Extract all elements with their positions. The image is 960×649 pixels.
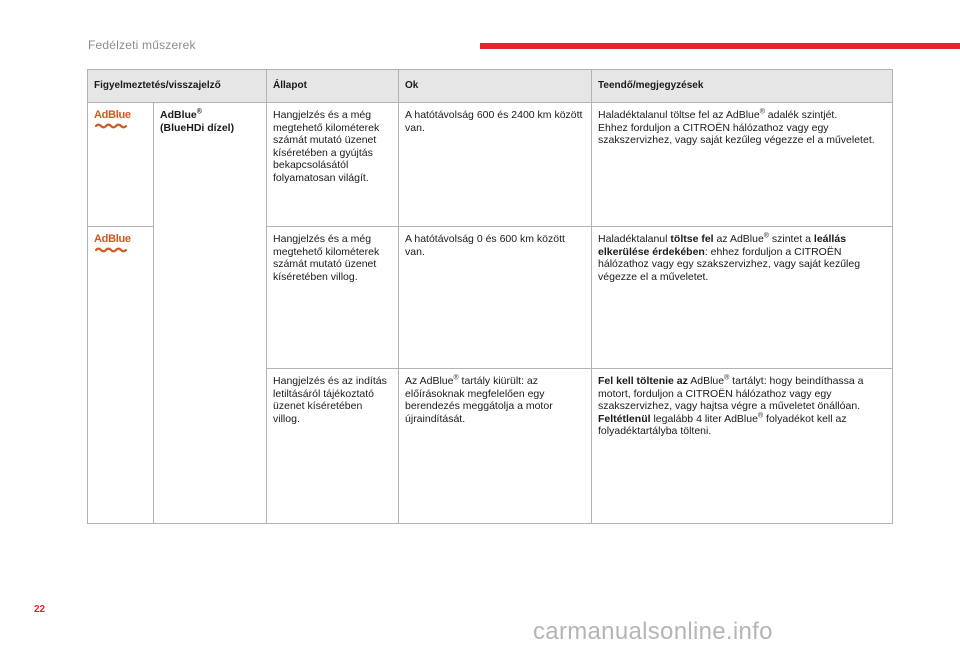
- indicator-name: AdBlue: [160, 109, 197, 121]
- registered-mark: ®: [724, 374, 730, 382]
- action-text: folyadékot kell az folyadéktartályba tölteni.: [598, 412, 847, 437]
- table-header-row: [88, 70, 893, 103]
- cause-cell: A hatótávolság 0 és 600 km között van.: [399, 227, 592, 369]
- registered-mark: ®: [759, 108, 765, 116]
- indicator-icon-cell: [88, 227, 154, 524]
- registered-mark: ®: [763, 232, 769, 240]
- action-cell: [592, 369, 893, 524]
- action-text: AdBlue: [687, 375, 725, 387]
- action-emphasis: töltse fel: [670, 233, 714, 245]
- table-row: [88, 103, 893, 227]
- action-cell: [592, 227, 893, 369]
- indicator-name-cell: [154, 103, 267, 524]
- action-text: Ehhez forduljon a CITROËN hálózathoz vagy egy szakszervizhez, vagy saját kezűleg végezze el a műveletet.: [598, 121, 875, 146]
- indicator-subname: (BlueHDi dízel): [160, 121, 235, 134]
- page-number: 22: [34, 604, 46, 615]
- cause-cell: A hatótávolság 600 és 2400 km között van.: [399, 103, 592, 227]
- cause-text: Az AdBlue: [405, 375, 454, 387]
- header-cause: Ok: [399, 70, 592, 103]
- indicator-icon-cell: [88, 103, 154, 227]
- action-text: : ehhez forduljon a CITROËN hálózathoz vagy egy szakszervizhez, vagy saját kezűleg végezze el a műveletet.: [598, 245, 861, 283]
- header-accent-bar: [480, 43, 960, 49]
- action-text: az AdBlue: [713, 233, 764, 245]
- header-action: Teendő/megjegyzések: [592, 70, 893, 103]
- state-cell: Hangjelzés és az indítás letiltásáról tájékoztató üzenet kíséretében villog.: [267, 369, 399, 524]
- action-emphasis: leállás elkerülése érdekében: [598, 233, 847, 258]
- adblue-waves-icon: [95, 123, 129, 129]
- action-text: szintet a: [768, 233, 814, 245]
- state-cell: Hangjelzés és a még megtehető kilométerek számát mutató üzenet kíséretében a gyújtás bekapcsolásától folyamatosan világít.: [267, 103, 399, 227]
- adblue-icon-label: AdBlue: [94, 233, 131, 245]
- header-indicator: Figyelmeztetés/visszajelző: [88, 70, 267, 103]
- adblue-waves-icon: [95, 247, 129, 253]
- registered-mark: ®: [757, 412, 764, 419]
- cause-cell: [399, 369, 592, 524]
- action-emphasis: Fel kell töltenie az: [598, 375, 688, 387]
- action-text: adalék szintjét.: [764, 109, 838, 121]
- action-text: legalább 4 liter AdBlue: [650, 412, 758, 425]
- action-cell: [592, 103, 893, 227]
- state-cell: Hangjelzés és a még megtehető kilométerek számát mutató üzenet kíséretében villog.: [267, 227, 399, 369]
- warning-indicator-table: [87, 69, 893, 524]
- action-text: tartályt: hogy beindíthassa a motort, forduljon a CITROËN hálózathoz vagy egy szakszervizhez, vagy hajtsa végre a műveletet önállóan.: [598, 375, 864, 412]
- action-text: Haladéktalanul: [598, 233, 671, 245]
- adblue-warning-icon: [94, 233, 131, 253]
- adblue-warning-icon: [94, 109, 131, 129]
- section-title: Fedélzeti műszerek: [88, 38, 196, 52]
- header-state: Állapot: [267, 70, 399, 103]
- cause-text: tartály kiürült: az előírásoknak megfelelően egy berendezés meggátolja a motor újraindítását.: [405, 375, 553, 425]
- adblue-icon-label: AdBlue: [94, 109, 131, 121]
- action-emphasis: Feltétlenül: [598, 412, 651, 425]
- action-text: Haladéktalanul töltse fel az AdBlue: [598, 109, 760, 121]
- registered-mark: ®: [196, 108, 202, 116]
- registered-mark: ®: [453, 374, 459, 382]
- watermark: carmanualsonline.info: [533, 618, 773, 645]
